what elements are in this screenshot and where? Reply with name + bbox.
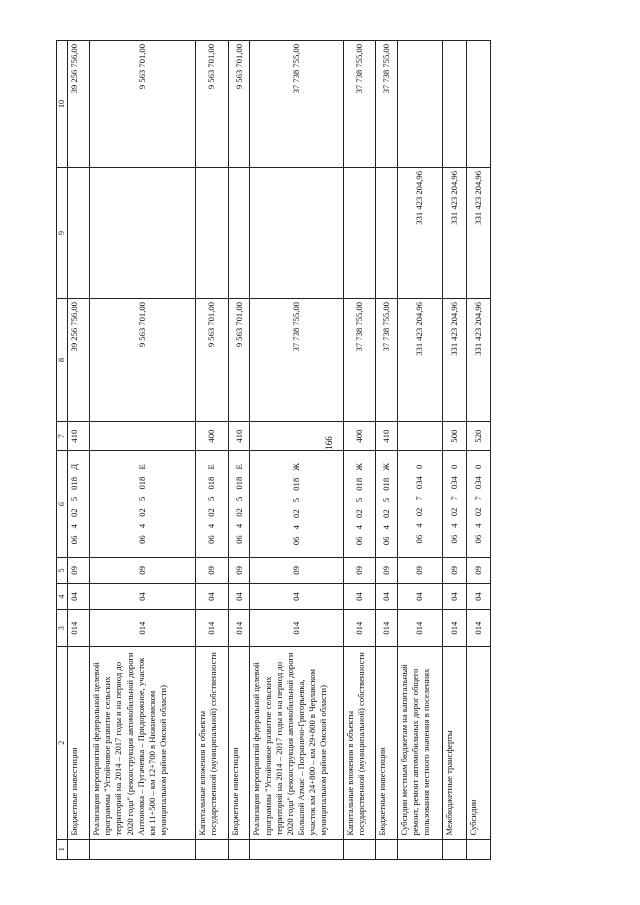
cell-c8: 331 423 204,96	[467, 299, 491, 422]
cell-c6: 06 4 02 5 018 Д	[68, 451, 90, 557]
cell-c7: 400	[343, 421, 376, 450]
cell-c8: 39 256 756,00	[68, 299, 90, 422]
cell-c3: 014	[90, 610, 196, 647]
cell-c4: 04	[343, 584, 376, 610]
cell-c8: 9 563 701,00	[90, 299, 196, 422]
cell-c3: 014	[397, 610, 443, 647]
cell-c9	[343, 168, 376, 299]
cell-c9: 331 423 204,96	[397, 168, 443, 299]
cell-c8: 9 563 701,00	[228, 299, 250, 422]
cell-c4: 04	[196, 584, 229, 610]
cell-c7	[397, 421, 443, 450]
cell-c5: 09	[376, 557, 398, 583]
header-row	[57, 41, 68, 860]
header-col-9: 9	[57, 168, 68, 299]
cell-index	[250, 839, 343, 859]
header-col-2: 2	[57, 647, 68, 839]
cell-index	[467, 839, 491, 859]
cell-c7	[90, 421, 196, 450]
cell-c6: 06 4 02 7 034 0	[397, 451, 443, 557]
cell-c3: 014	[68, 610, 90, 647]
cell-c5: 09	[196, 557, 229, 583]
cell-c7: 520	[467, 421, 491, 450]
cell-c5: 09	[250, 557, 343, 583]
header-col-6: 6	[57, 451, 68, 557]
cell-name: Субсидии	[467, 647, 491, 839]
table-row	[90, 41, 196, 860]
cell-c8: 37 738 755,00	[250, 299, 343, 422]
cell-c3: 014	[228, 610, 250, 647]
header-col-5: 5	[57, 557, 68, 583]
cell-c5: 09	[467, 557, 491, 583]
header-col-4: 4	[57, 584, 68, 610]
cell-name: Бюджетные инвестиции	[68, 647, 90, 839]
cell-c8: 37 738 755,00	[343, 299, 376, 422]
cell-c6: 06 4 02 7 034 0	[443, 451, 467, 557]
cell-c6: 06 4 02 7 034 0	[467, 451, 491, 557]
cell-index	[90, 839, 196, 859]
cell-c6: 06 4 02 5 018 Е	[90, 451, 196, 557]
cell-name: Реализация мероприятий федеральной целевой программы "Устойчивое развитие сельских территорий на 2014 – 2017 годы и на период до 2020 года" (реконструкция автомобильной дороги Большой Атмас – Пограничо-Григорьевка, участок км 24+800 – км 29+800 в Черлакском муниципальном районе Омской области)	[250, 647, 343, 839]
cell-c5: 09	[68, 557, 90, 583]
cell-c5: 09	[397, 557, 443, 583]
cell-c7	[250, 421, 343, 450]
table-row	[250, 41, 343, 860]
cell-c8: 331 423 204,96	[443, 299, 467, 422]
cell-c10: 37 738 755,00	[343, 41, 376, 168]
cell-name: Бюджетные инвестиции	[228, 647, 250, 839]
budget-table	[56, 40, 491, 860]
page-number: 166	[323, 436, 334, 450]
cell-c6: 06 4 02 5 018 Ж	[250, 451, 343, 557]
cell-c6: 06 4 02 5 018 Е	[196, 451, 229, 557]
cell-c5: 09	[343, 557, 376, 583]
cell-c9	[250, 168, 343, 299]
cell-c7: 410	[228, 421, 250, 450]
cell-name: Капитальные вложения в объекты государственной (муниципальной) собственности	[196, 647, 229, 839]
cell-name: Реализация мероприятий федеральной целевой программы "Устойчивое развитие сельских территорий на 2014 – 2017 годы и на период до 2020 года" (реконструкция автомобильной дороги Антоновка – Пугачевка – Придорожное, участок км 11+500 – км 12+700 в Нижнеомском муниципальном районе Омской области)	[90, 647, 196, 839]
cell-index	[343, 839, 376, 859]
cell-index	[68, 839, 90, 859]
cell-c4: 04	[228, 584, 250, 610]
cell-c8: 9 563 701,00	[196, 299, 229, 422]
header-col-7: 7	[57, 421, 68, 450]
cell-c10: 39 256 756,00	[68, 41, 90, 168]
cell-c4: 04	[397, 584, 443, 610]
cell-c9	[196, 168, 229, 299]
cell-name: Межбюджетные трансферты	[443, 647, 467, 839]
table-row	[196, 41, 229, 860]
cell-c4: 04	[467, 584, 491, 610]
cell-c3: 014	[467, 610, 491, 647]
cell-index	[196, 839, 229, 859]
cell-c6: 06 4 02 5 018 Ж	[343, 451, 376, 557]
cell-index	[397, 839, 443, 859]
cell-c10: 9 563 701,00	[228, 41, 250, 168]
cell-c4: 04	[376, 584, 398, 610]
cell-index	[376, 839, 398, 859]
cell-c3: 014	[343, 610, 376, 647]
header-col-1: 1	[57, 839, 68, 859]
cell-name: Субсидии местным бюджетам на капитальный ремонт, ремонт автомобильных дорог общего пользования местного значения в поселениях	[397, 647, 443, 839]
cell-c3: 014	[443, 610, 467, 647]
cell-c10: 37 738 755,00	[250, 41, 343, 168]
cell-c9	[68, 168, 90, 299]
cell-c7: 410	[376, 421, 398, 450]
cell-c10	[397, 41, 443, 168]
cell-c7: 500	[443, 421, 467, 450]
cell-c4: 04	[68, 584, 90, 610]
cell-c8: 37 738 755,00	[376, 299, 398, 422]
cell-c5: 09	[90, 557, 196, 583]
cell-c6: 06 4 02 5 018 Е	[228, 451, 250, 557]
cell-c9	[90, 168, 196, 299]
cell-c7: 400	[196, 421, 229, 450]
cell-c10	[443, 41, 467, 168]
cell-c3: 014	[376, 610, 398, 647]
cell-name: Капитальные вложения в объекты государственной (муниципальной) собственности	[343, 647, 376, 839]
cell-c6: 06 4 02 5 018 Ж	[376, 451, 398, 557]
table-row	[397, 41, 443, 860]
cell-c5: 09	[443, 557, 467, 583]
cell-c3: 014	[250, 610, 343, 647]
cell-index	[443, 839, 467, 859]
cell-index	[228, 839, 250, 859]
header-col-8: 8	[57, 299, 68, 422]
cell-c10	[467, 41, 491, 168]
cell-c4: 04	[250, 584, 343, 610]
table-row	[228, 41, 250, 860]
header-col-3: 3	[57, 610, 68, 647]
rotated-page	[56, 40, 491, 860]
cell-c10: 9 563 701,00	[196, 41, 229, 168]
cell-c3: 014	[196, 610, 229, 647]
header-col-10: 10	[57, 41, 68, 168]
cell-c9: 331 423 204,96	[467, 168, 491, 299]
cell-c10: 9 563 701,00	[90, 41, 196, 168]
cell-c8: 331 423 204,96	[397, 299, 443, 422]
table-row	[343, 41, 376, 860]
cell-c10: 37 738 755,00	[376, 41, 398, 168]
table-row	[443, 41, 467, 860]
table-row	[467, 41, 491, 860]
cell-c9: 331 423 204,96	[443, 168, 467, 299]
table-row	[376, 41, 398, 860]
cell-c7: 410	[68, 421, 90, 450]
cell-c9	[228, 168, 250, 299]
table-row	[68, 41, 90, 860]
cell-c4: 04	[90, 584, 196, 610]
cell-c4: 04	[443, 584, 467, 610]
cell-name: Бюджетные инвестиции	[376, 647, 398, 839]
cell-c5: 09	[228, 557, 250, 583]
cell-c9	[376, 168, 398, 299]
